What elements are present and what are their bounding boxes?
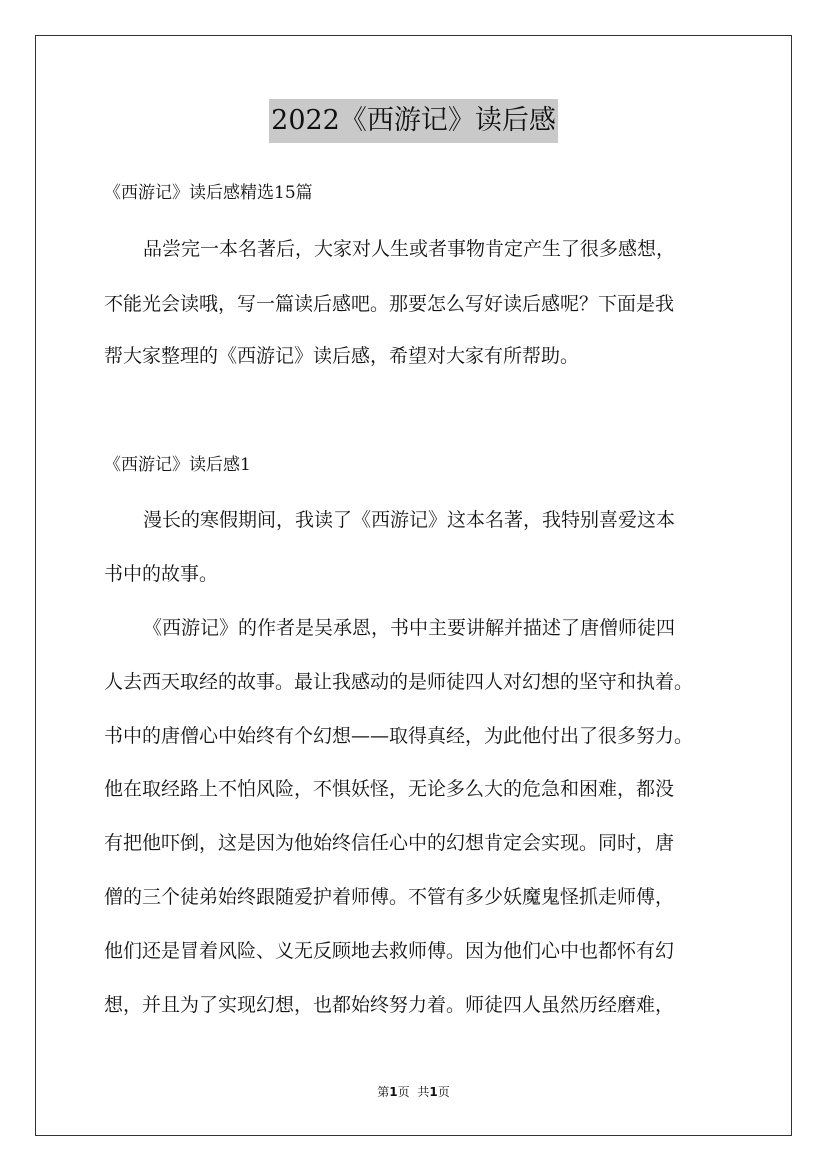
paragraph2-line-6: 僧的三个徒弟始终跟随爱护着师傅。不管有多少妖魔鬼怪抓走师傅， — [104, 886, 675, 908]
intro-line-3: 帮大家整理的《西游记》读后感，希望对大家有所帮助。 — [104, 345, 580, 367]
paragraph2-line-5: 有把他吓倒，这是因为他始终信任心中的幻想肯定会实现。同时，唐 — [104, 832, 675, 854]
section-heading: 《西游记》读后感1 — [104, 455, 251, 475]
paragraph2-line-7: 他们还是冒着风险、义无反顾地去救师傅。因为他们心中也都怀有幻 — [104, 940, 675, 962]
paragraph2-line-3: 书中的唐僧心中始终有个幻想——取得真经，为此他付出了很多努力。 — [104, 725, 694, 747]
paragraph2-line-8: 想，并且为了实现幻想，也都始终努力着。师徒四人虽然历经磨难， — [104, 994, 675, 1016]
footer-page-total: 1 — [429, 1085, 438, 1099]
page-footer — [0, 1084, 827, 1100]
footer-page-current: 1 — [389, 1085, 398, 1099]
document-title: 2022《西游记》读后感 — [269, 99, 558, 143]
footer-total-suffix: 页 — [437, 1085, 450, 1099]
paragraph2-line-1: 《西游记》的作者是吴承恩，书中主要讲解并描述了唐僧师徒四 — [143, 617, 676, 639]
paragraph2-line-2: 人去西天取经的故事。最让我感动的是师徒四人对幻想的坚守和执着。 — [104, 671, 694, 693]
paragraph2-line-4: 他在取经路上不怕风险，不惧妖怪，无论多么大的危急和困难，都没 — [104, 778, 675, 800]
paragraph1-line-1: 漫长的寒假期间，我读了《西游记》这本名著，我特别喜爱这本 — [143, 509, 676, 531]
intro-line-1: 品尝完一本名著后，大家对人生或者事物肯定产生了很多感想， — [143, 238, 676, 260]
footer-total-prefix: 共 — [417, 1085, 430, 1099]
footer-page-prefix: 第 — [377, 1085, 390, 1099]
title-wrapper — [0, 99, 827, 143]
intro-line-2: 不能光会读哦，写一篇读后感吧。那要怎么写好读后感呢？下面是我 — [104, 293, 675, 315]
footer-page-suffix: 页 — [397, 1085, 410, 1099]
paragraph1-line-2: 书中的故事。 — [104, 563, 219, 585]
document-subtitle: 《西游记》读后感精选15篇 — [104, 183, 313, 203]
